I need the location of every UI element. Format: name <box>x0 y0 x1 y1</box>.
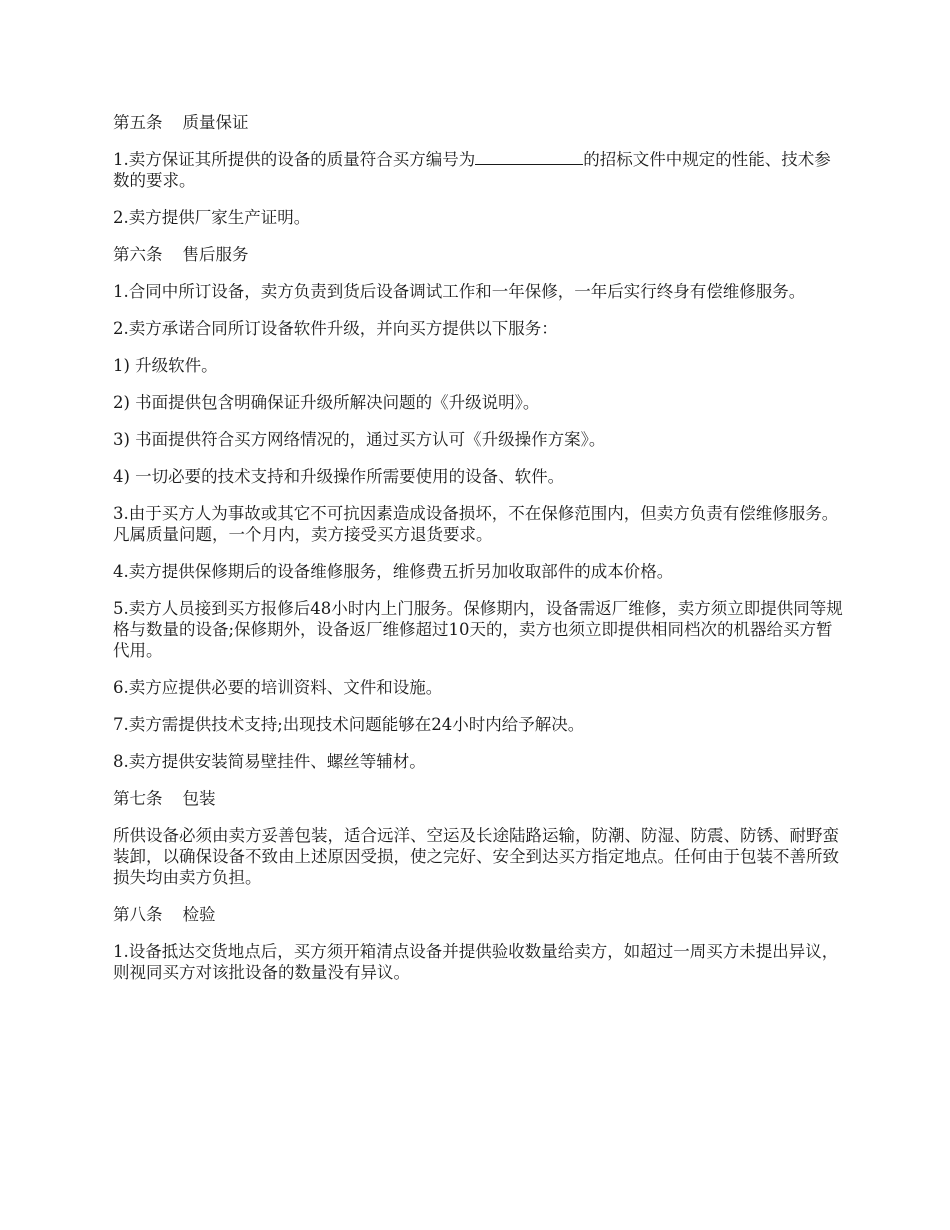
article-8-clause-1: 1.设备抵达交货地点后，买方须开箱清点设备并提供验收数量给卖方，如超过一周买方未提出异议，则视同买方对该批设备的数量没有异议。 <box>113 942 839 982</box>
fill-in-blank <box>475 150 583 165</box>
service-item-4: 4) 一切必要的技术支持和升级操作所需要使用的设备、软件。 <box>113 467 565 486</box>
article-6-clause-6: 6.卖方应提供必要的培训资料、文件和设施。 <box>113 678 443 697</box>
article-6-clause-5: 5.卖方人员接到买方报修后48小时内上门服务。保修期内，设备需返厂维修，卖方须立即提供同等规格与数量的设备;保修期外，设备返厂维修超过10天的，卖方也须立即提供相同档次的机器给买方暂代用。 <box>113 599 843 660</box>
article-5-heading <box>113 112 843 133</box>
article-7-heading <box>113 788 843 809</box>
service-item-2: 2) 书面提供包含明确保证升级所解决问题的《升级说明》。 <box>113 393 540 412</box>
article-6-clause-8: 8.卖方提供安装简易壁挂件、螺丝等辅材。 <box>113 752 426 771</box>
article-6-heading <box>113 244 843 265</box>
article-title: 包装 <box>182 789 216 808</box>
article-6-clause-1: 1.合同中所订设备，卖方负责到货后设备调试工作和一年保修，一年后实行终身有偿维修服务。 <box>113 282 806 301</box>
article-7-clause-1: 所供设备必须由卖方妥善包装，适合远洋、空运及长途陆路运输，防潮、防湿、防震、防锈、耐野蛮装卸，以确保设备不致由上述原因受损，使之完好、安全到达买方指定地点。任何由于包装不善所致损失均由卖方负担。 <box>113 826 839 887</box>
contract-page <box>113 112 843 999</box>
article-title: 检验 <box>182 905 216 924</box>
article-number: 第八条 <box>113 905 163 924</box>
article-number: 第五条 <box>113 113 163 132</box>
article-title: 质量保证 <box>182 113 249 132</box>
article-6-clause-2: 2.卖方承诺合同所订设备软件升级，并向买方提供以下服务： <box>113 319 558 338</box>
article-5-clause-2: 2.卖方提供厂家生产证明。 <box>113 208 311 227</box>
service-item-3: 3) 书面提供符合买方网络情况的，通过买方认可《升级操作方案》。 <box>113 430 606 449</box>
article-6-clause-4: 4.卖方提供保修期后的设备维修服务，维修费五折另加收取部件的成本价格。 <box>113 562 674 581</box>
article-5-clause-1: 1.卖方保证其所提供的设备的质量符合买方编号为 的招标文件中规定的性能、技术参数的要求。 <box>113 150 831 190</box>
article-title: 售后服务 <box>182 245 249 264</box>
article-number: 第六条 <box>113 245 163 264</box>
article-8-heading <box>113 904 843 925</box>
article-6-clause-7: 7.卖方需提供技术支持;出现技术问题能够在24小时内给予解决。 <box>113 715 585 734</box>
service-item-1: 1) 升级软件。 <box>113 356 218 375</box>
article-6-clause-3: 3.由于买方人为事故或其它不可抗因素造成设备损坏，不在保修范围内，但卖方负责有偿维修服务。凡属质量问题，一个月内，卖方接受买方退货要求。 <box>113 504 839 544</box>
article-number: 第七条 <box>113 789 163 808</box>
